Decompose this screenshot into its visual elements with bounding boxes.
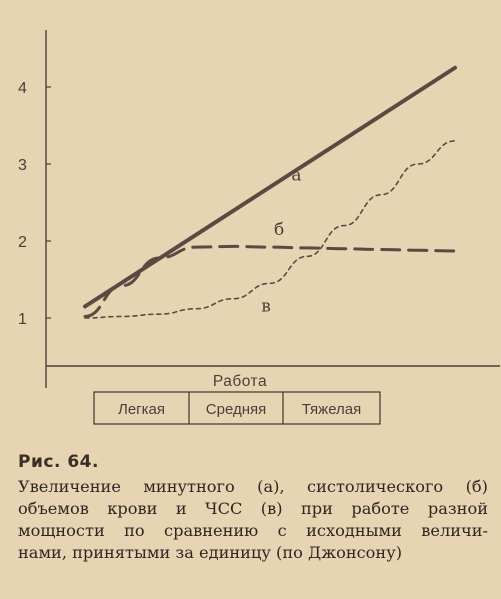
- caption-line: Увеличение минутного (а), систолического (б): [18, 477, 488, 496]
- series-label: в: [261, 296, 271, 317]
- category-label: Тяжелая: [301, 401, 362, 418]
- caption-line: объемов крови и ЧСС (в) при работе разной: [18, 499, 488, 518]
- category-label: Легкая: [117, 401, 166, 418]
- category-label: Средняя: [205, 401, 267, 418]
- x-axis-label: Работа: [212, 373, 268, 390]
- series-label: а: [291, 165, 302, 186]
- chart-series: [85, 68, 455, 318]
- caption-line: мощности по сравнению с исходными величи-: [18, 521, 488, 540]
- figure-number: Рис. 64.: [18, 452, 99, 472]
- series-line-solid: [85, 68, 455, 307]
- series-label: б: [274, 220, 285, 241]
- y-tick-label: 1: [18, 311, 27, 328]
- y-tick-label: 2: [18, 234, 27, 251]
- figure-caption: [18, 452, 488, 564]
- y-tick-label: 3: [18, 157, 27, 174]
- figure-caption-text: [18, 476, 488, 564]
- caption-line: нами, принятыми за единицу (по Джонсону): [18, 543, 403, 562]
- y-tick-label: 4: [18, 80, 27, 97]
- work-category-box: [94, 373, 380, 424]
- series-line-dotted: [85, 141, 455, 318]
